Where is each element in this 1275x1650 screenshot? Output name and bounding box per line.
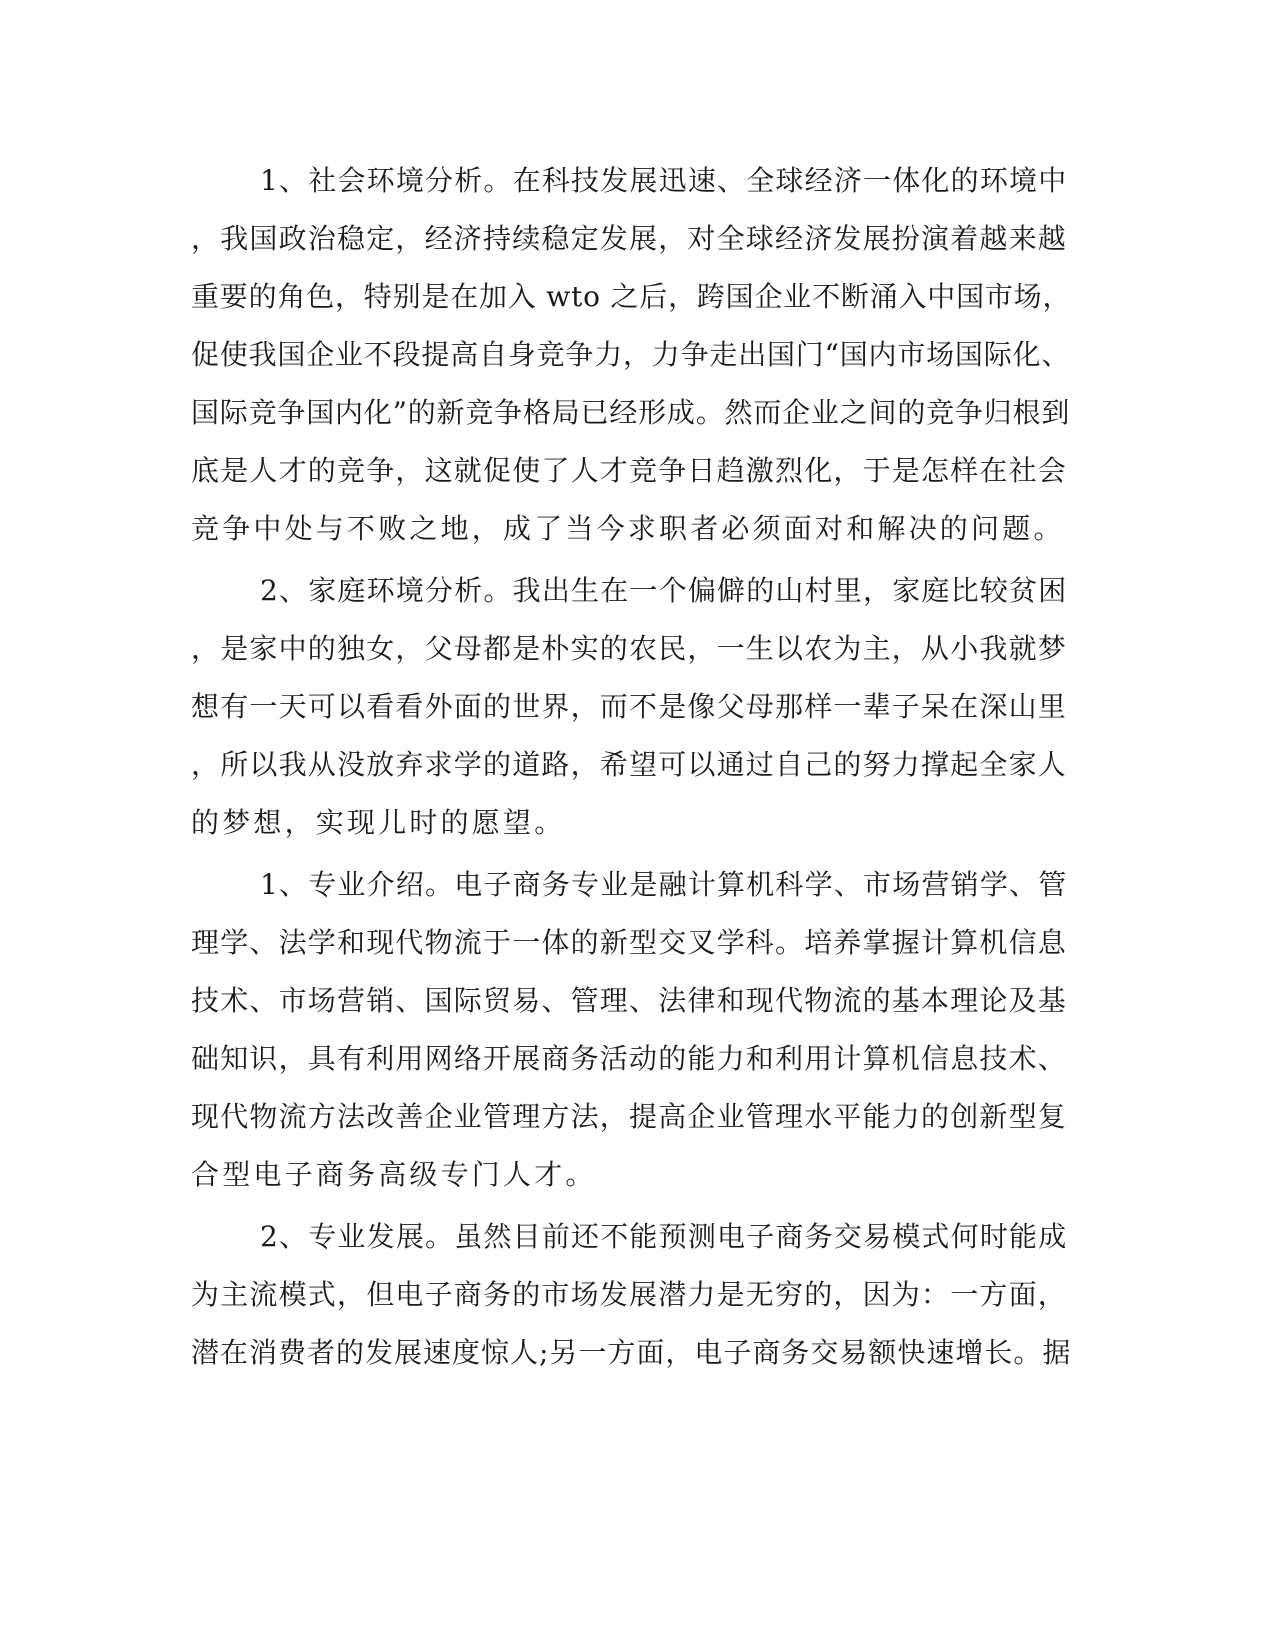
text-line: 国际竞争国内化”的新竞争格局已经形成。然而企业之间的竞争归根到 [191,396,1071,429]
text-line: 促使我国企业不段提高自身竞争力，力争走出国门“国内市场国际化、 [191,338,1071,371]
text-line: ，所以我从没放弃求学的道路，希望可以通过自己的努力撑起全家人 [191,748,1068,781]
text-line: 潜在消费者的发展速度惊人;另一方面，电子商务交易额快速增长。据 [191,1336,1072,1369]
text-line: 1、专业介绍。电子商务专业是融计算机科学、市场营销学、管 [260,868,1068,901]
text-line: 1、社会环境分析。在科技发展迅速、全球经济一体化的环境中 [260,164,1068,197]
text-line: 重要的角色，特别是在加入 wto 之后，跨国企业不断涌入中国市场， [191,280,1072,313]
text-line: 现代物流方法改善企业管理方法，提高企业管理水平能力的创新型复 [191,1100,1068,1133]
text-line: 技术、市场营销、国际贸易、管理、法律和现代物流的基本理论及基 [191,984,1068,1017]
text-line: 2、家庭环境分析。我出生在一个偏僻的山村里，家庭比较贫困 [260,574,1068,607]
text-line: 2、专业发展。虽然目前还不能预测电子商务交易模式何时能成 [260,1220,1068,1253]
text-line: ，我国政治稳定，经济持续稳定发展，对全球经济发展扮演着越来越 [191,222,1068,255]
text-line: 底是人才的竞争，这就促使了人才竞争日趋激烈化，于是怎样在社会 [191,454,1068,487]
text-line: ，是家中的独女，父母都是朴实的农民，一生以农为主，从小我就梦 [191,632,1068,665]
text-line: 竞争中处与不败之地，成了当今求职者必须面对和解决的问题。 [191,512,1065,545]
text-line: 础知识，具有利用网络开展商务活动的能力和利用计算机信息技术、 [191,1042,1068,1075]
text-line: 想有一天可以看看外面的世界，而不是像父母那样一辈子呆在深山里 [191,690,1068,723]
text-line: 的梦想，实现儿时的愿望。 [191,806,566,839]
text-line: 合型电子商务高级专门人才。 [191,1158,597,1191]
text-line: 为主流模式，但电子商务的市场发展潜力是无穷的，因为：一方面， [191,1278,1068,1311]
text-line: 理学、法学和现代物流于一体的新型交叉学科。培养掌握计算机信息 [191,926,1068,959]
